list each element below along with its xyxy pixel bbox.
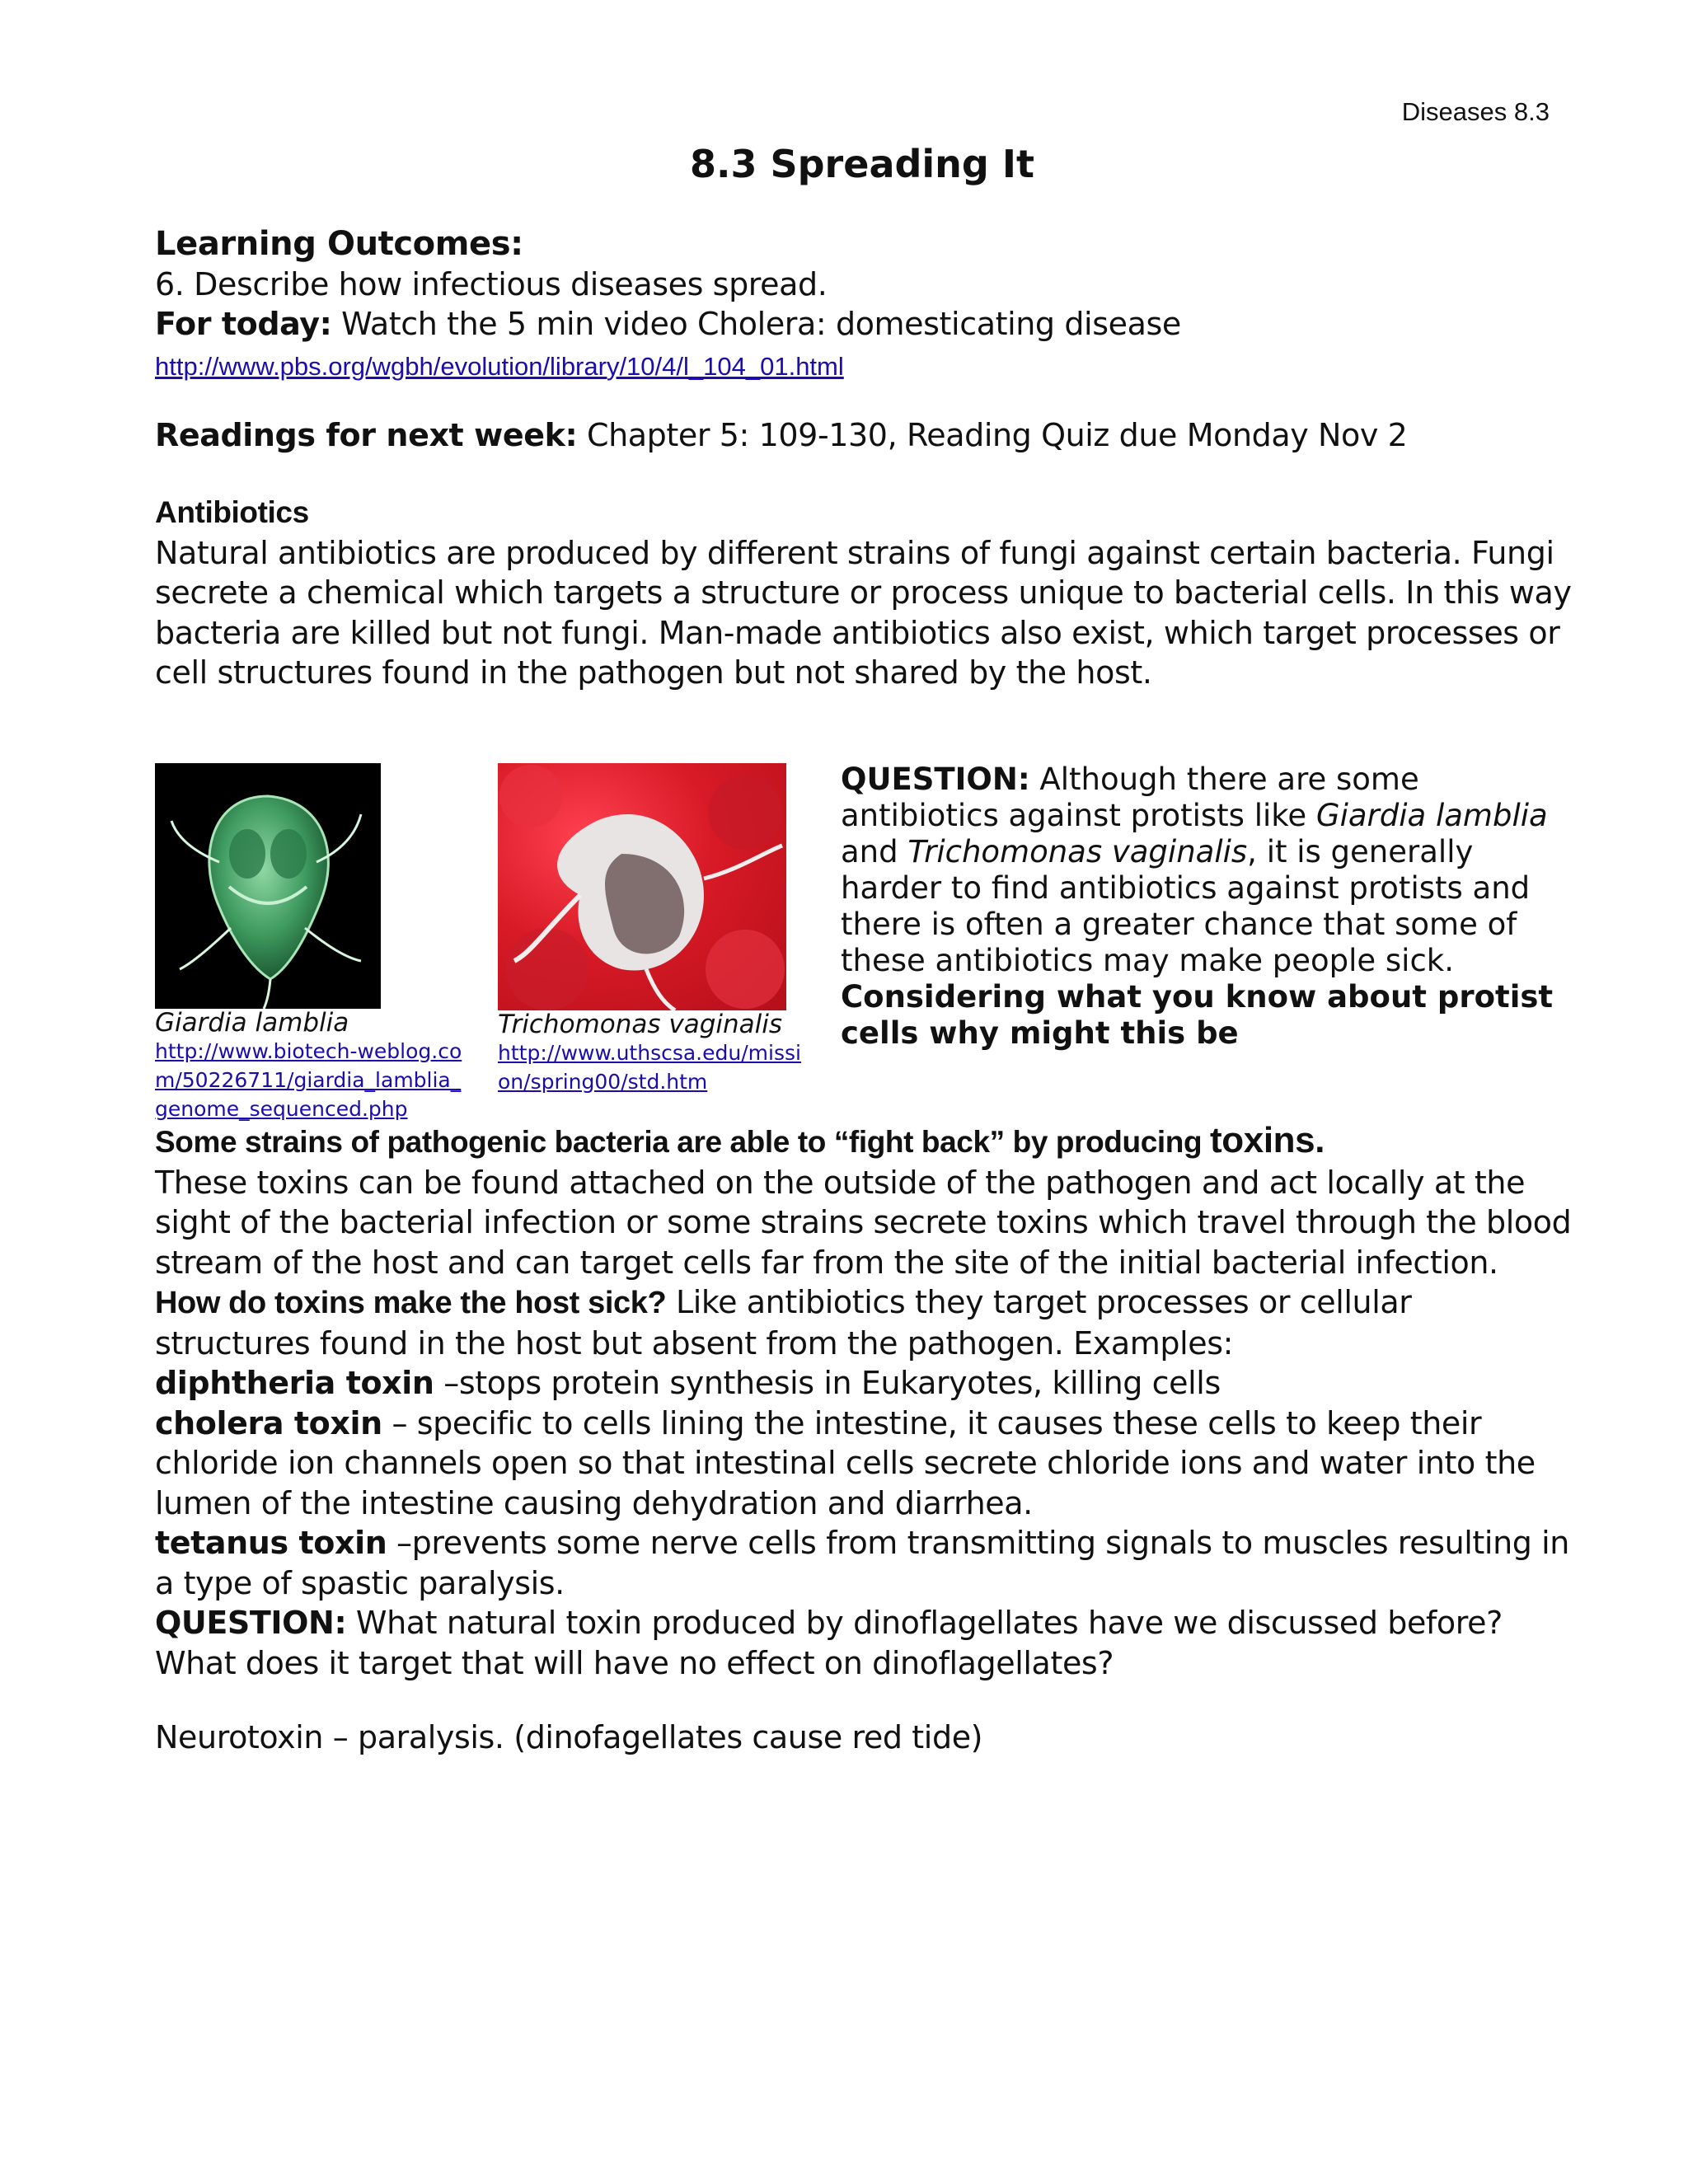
figure-caption-title: Trichomonas vaginalis [498, 1010, 783, 1039]
giardia-source-link[interactable]: http://www.biotech-weblog.com/50226711/giardia_lamblia_genome_sequenced.php [155, 1039, 462, 1121]
dinoflagellate-question [155, 1603, 1573, 1683]
toxins-section [155, 1121, 1573, 1683]
answer-line: Neurotoxin – paralysis. (dinofagellates cause red tide) [155, 1719, 983, 1755]
for-today-line [155, 304, 1573, 344]
readings-line [155, 415, 1573, 456]
question-label: QUESTION: [841, 762, 1030, 797]
readings-label: Readings for next week: [155, 417, 578, 453]
toxin-example [155, 1404, 1573, 1524]
toxin-example [155, 1523, 1573, 1603]
question-text: and [841, 834, 908, 869]
video-link[interactable]: http://www.pbs.org/wgbh/evolution/library/10/4/l_104_01.html [155, 351, 844, 381]
trichomonas-micrograph-image [498, 763, 786, 1010]
antibiotics-heading: Antibiotics [155, 495, 309, 529]
figure-caption-title: Giardia lamblia [155, 1008, 349, 1038]
question-label: QUESTION: [155, 1605, 347, 1641]
antibiotics-paragraph: Natural antibiotics are produced by different strains of fungi against certain bacteria. Fungi secrete a chemical which targets a structure or process unique to bacterial cells. In this way bacteria are killed but not fungi. Man-made antibiotics also exist, which target processes or cell structures found in the pathogen but not shared by the host. [155, 534, 1572, 691]
toxins-question-label: How do toxins make the host sick? [155, 1286, 667, 1320]
trichomonas-source-link[interactable]: http://www.uthscsa.edu/mission/spring00/std.htm [498, 1041, 801, 1094]
figure-caption-giardia [155, 1009, 485, 1123]
toxin-name: tetanus toxin [155, 1525, 387, 1561]
figure-caption-trichomonas [498, 1010, 811, 1096]
learning-outcomes-heading: Learning Outcomes: [155, 225, 523, 263]
for-today-text: Watch the 5 min video Cholera: domesticating disease [331, 306, 1181, 342]
toxins-lead [155, 1121, 1573, 1163]
question-text: , it is generally harder to find antibiotics against protists and there is often a greater chance that some of these antibiotics may make people sick. [841, 834, 1531, 978]
toxin-name: cholera toxin [155, 1404, 382, 1441]
learning-outcome-item: 6. Describe how infectious diseases spread. [155, 265, 828, 302]
toxins-question-text: Like antibiotics they target processes or cellular structures found in the host but absent from the pathogen. Examples: [155, 1284, 1412, 1361]
page-title: 8.3 Spreading It [690, 142, 1034, 186]
toxin-description: –prevents some nerve cells from transmitting signals to muscles resulting in a type of spastic paralysis. [155, 1525, 1569, 1601]
toxins-lead-text: Some strains of pathogenic bacteria are able to “fight back” by producing [155, 1125, 1211, 1159]
toxin-description: – specific to cells lining the intestine, it causes these cells to keep their chloride ion channels open so that intestinal cells secrete chloride ions and water into the lumen of the intestine causing dehydration and diarrhea. [155, 1404, 1536, 1521]
toxin-example [155, 1363, 1573, 1404]
species-name: Trichomonas vaginalis [907, 834, 1248, 869]
protist-question [841, 762, 1566, 1052]
toxin-name: diphtheria toxin [155, 1365, 434, 1401]
toxins-paragraph: These toxins can be found attached on the outside of the pathogen and act locally at the sight of the bacterial infection or some strains secrete toxins which travel through the blood stream of the host and can target cells far from the site of the initial bacterial infection. [155, 1164, 1572, 1281]
toxins-question-line [155, 1282, 1573, 1363]
antibiotics-section [155, 493, 1573, 693]
toxin-description: –stops protein synthesis in Eukaryotes, killing cells [434, 1365, 1221, 1401]
readings-text: Chapter 5: 109-130, Reading Quiz due Monday Nov 2 [577, 417, 1408, 453]
giardia-micrograph-image [155, 763, 381, 1009]
species-name: Giardia lamblia [1315, 798, 1548, 833]
question-text: Although there are some antibiotics against protists like [841, 762, 1419, 833]
toxins-lead-keyword: toxins. [1210, 1120, 1325, 1160]
question-prompt: Considering what you know about protist cells why might this be [841, 979, 1554, 1051]
doc-label: Diseases 8.3 [1401, 97, 1550, 126]
question-text: What natural toxin produced by dinoflagellates have we discussed before? What does it target that will have no effect on dinoflagellates? [155, 1605, 1503, 1681]
for-today-label: For today: [155, 306, 332, 342]
learning-outcomes-section [155, 224, 1573, 387]
